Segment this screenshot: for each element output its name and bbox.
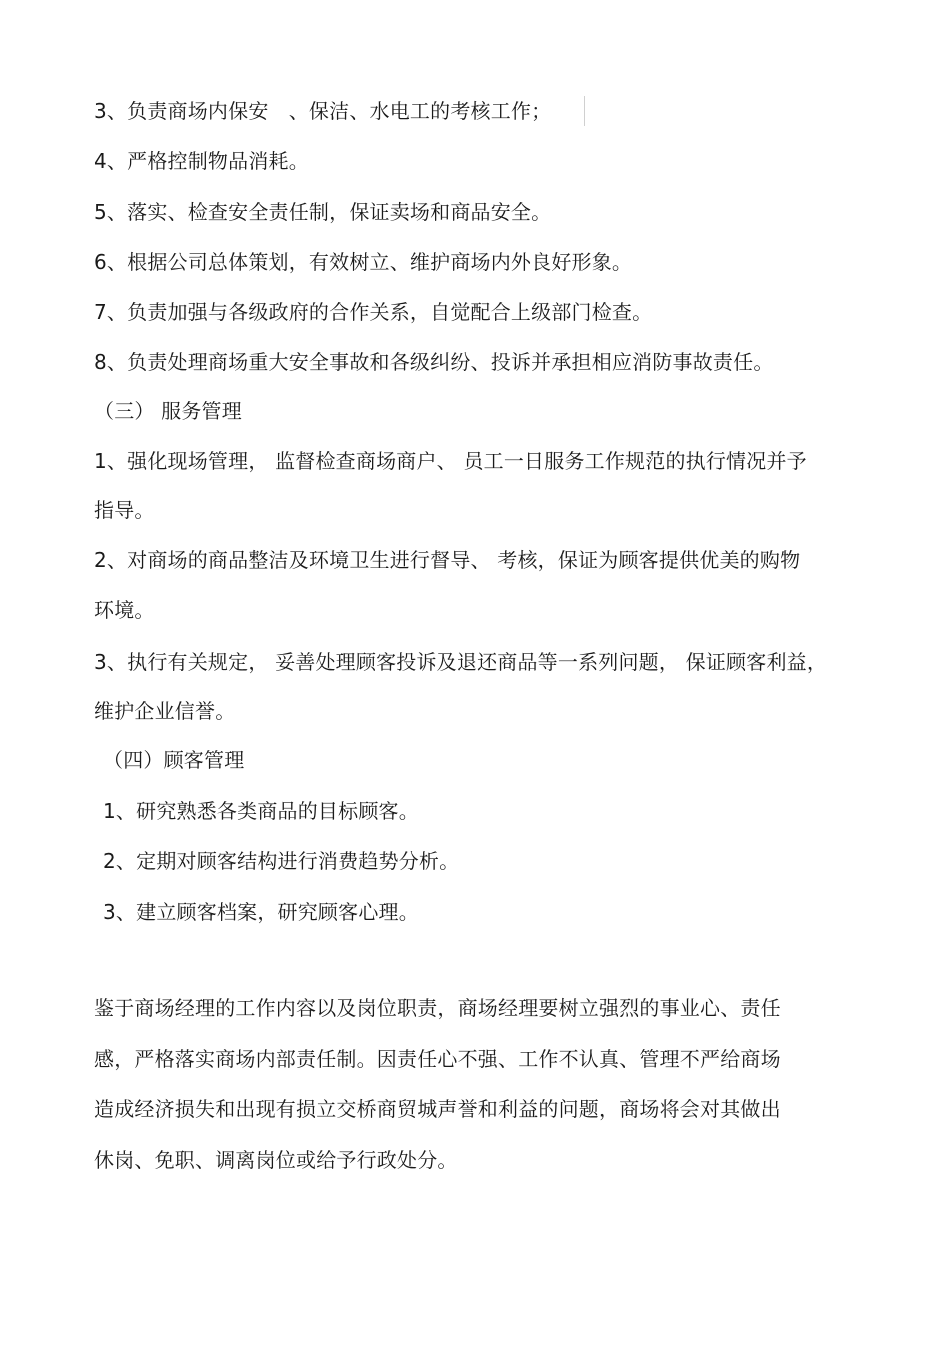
customer-item-3: 3、建立顾客档案，研究顾客心理。 (103, 900, 419, 924)
section-heading-service: （三） 服务管理 (94, 399, 242, 423)
vertical-rule (584, 96, 585, 126)
service-item-2-line2: 环境。 (94, 598, 155, 622)
service-item-3-line1: 3、执行有关规定， 妥善处理顾客投诉及退还商品等一系列问题， 保证顾客利益， (94, 650, 828, 674)
duty-item-4: 4、严格控制物品消耗。 (94, 149, 309, 173)
service-item-2-line1: 2、对商场的商品整洁及环境卫生进行督导、 考核，保证为顾客提供优美的购物 (94, 548, 801, 572)
duty-item-8: 8、负责处理商场重大安全事故和各级纠纷、投诉并承担相应消防事故责任。 (94, 350, 774, 374)
closing-line-2: 感，严格落实商场内部责任制。因责任心不强、工作不认真、管理不严给商场 (94, 1047, 781, 1071)
service-item-3-line2: 维护企业信誉。 (94, 699, 236, 723)
duty-item-6: 6、根据公司总体策划，有效树立、维护商场内外良好形象。 (94, 250, 633, 274)
closing-line-1: 鉴于商场经理的工作内容以及岗位职责，商场经理要树立强烈的事业心、责任 (94, 996, 781, 1020)
closing-line-3: 造成经济损失和出现有损立交桥商贸城声誉和利益的问题，商场将会对其做出 (94, 1097, 781, 1121)
duty-item-7: 7、负责加强与各级政府的合作关系，自觉配合上级部门检查。 (94, 300, 653, 324)
section-heading-customer: （四）顾客管理 (103, 748, 245, 772)
duty-item-3: 3、负责商场内保安 、保洁、水电工的考核工作； (94, 99, 552, 123)
service-item-1-line1: 1、强化现场管理， 监督检查商场商户、 员工一日服务工作规范的执行情况并予 (94, 449, 807, 473)
duty-item-5: 5、落实、检查安全责任制，保证卖场和商品安全。 (94, 200, 552, 224)
customer-item-2: 2、定期对顾客结构进行消费趋势分析。 (103, 849, 460, 873)
service-item-1-line2: 指导。 (94, 498, 155, 522)
customer-item-1: 1、研究熟悉各类商品的目标顾客。 (103, 799, 419, 823)
closing-line-4: 休岗、免职、调离岗位或给予行政处分。 (94, 1148, 458, 1172)
